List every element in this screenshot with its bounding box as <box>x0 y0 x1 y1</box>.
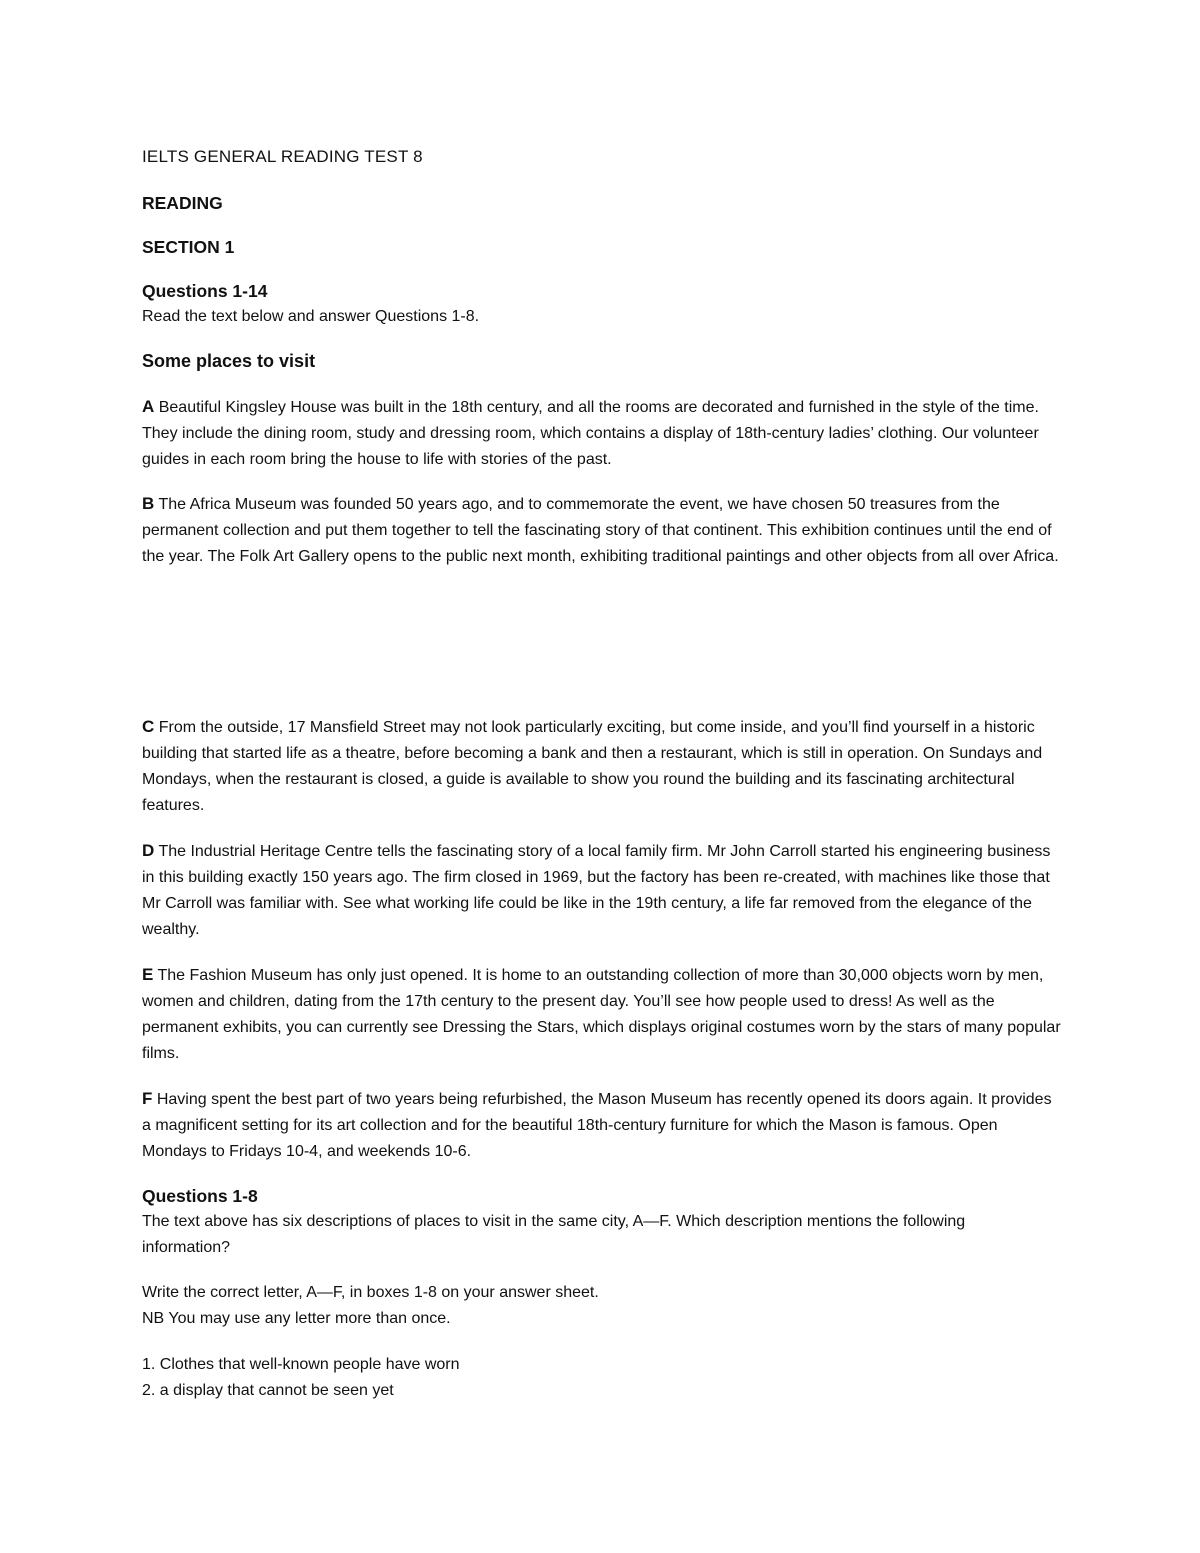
question-item: 2. a display that cannot be seen yet <box>142 1382 394 1399</box>
paragraph-letter: B <box>142 494 155 513</box>
document-title: IELTS GENERAL READING TEST 8 <box>142 147 423 166</box>
paragraph-f <box>142 1086 1062 1165</box>
section-heading: SECTION 1 <box>142 237 235 257</box>
paragraph-d <box>142 838 1062 943</box>
questions-1-8-heading: Questions 1-8 <box>142 1186 258 1206</box>
paragraph-letter: E <box>142 965 154 984</box>
paragraph-e <box>142 962 1062 1067</box>
paragraph-letter: D <box>142 841 155 860</box>
paragraph-letter: C <box>142 717 155 736</box>
paragraph-text: The Africa Museum was founded 50 years ago, and to commemorate the event, we have chosen 50 treasures from the permanent collection and put them together to tell the fascinating story of that continent. This exhibition continues until the end of the year. The Folk Art Gallery opens to the public next month, exhibiting traditional paintings and other objects from all over Africa. <box>142 496 1059 565</box>
instruction-text: Read the text below and answer Questions 1-8. <box>142 308 480 325</box>
paragraph-text: The Industrial Heritage Centre tells the fascinating story of a local family firm. Mr John Carroll started his engineering business in this building exactly 150 years ago. The firm closed in 1969, but the factory has been re-created, with machines like those that Mr Carroll was familiar with. See what working life could be like in the 19th century, a life far removed from the elegance of the wealthy. <box>142 843 1051 938</box>
places-heading: Some places to visit <box>142 351 316 371</box>
question-item: 1. Clothes that well-known people have worn <box>142 1356 460 1373</box>
paragraph-b <box>142 491 1062 570</box>
write-instruction: Write the correct letter, A—F, in boxes 1-8 on your answer sheet. <box>142 1284 599 1301</box>
paragraph-letter: F <box>142 1089 153 1108</box>
nb-instruction: NB You may use any letter more than once. <box>142 1310 451 1327</box>
paragraph-text: From the outside, 17 Mansfield Street may not look particularly exciting, but come inside, and you’ll find yourself in a historic building that started life as a theatre, before becoming a bank and then a restaurant, which is still in operation. On Sundays and Mondays, when the restaurant is closed, a guide is available to show you round the building and its fascinating architectural features. <box>142 719 1043 814</box>
paragraph-c <box>142 714 1062 819</box>
paragraph-a <box>142 394 1062 473</box>
paragraph-letter: A <box>142 397 155 416</box>
paragraph-text: The Fashion Museum has only just opened. It is home to an outstanding collection of more than 30,000 objects worn by men, women and children, dating from the 17th century to the present day. You’ll see how people used to dress! As well as the permanent exhibits, you can currently see Dressing the Stars, which displays original costumes worn by the stars of many popular films. <box>142 967 1061 1062</box>
paragraph-text: Beautiful Kingsley House was built in the 18th century, and all the rooms are decorated and furnished in the style of the time. They include the dining room, study and dressing room, which contains a display of 18th-century ladies’ clothing. Our volunteer guides in each room bring the house to life with stories of the past. <box>142 399 1039 468</box>
questions-range-heading: Questions 1-14 <box>142 281 268 301</box>
reading-heading: READING <box>142 193 223 213</box>
questions-1-8-description: The text above has six descriptions of places to visit in the same city, A—F. Which description mentions the following information? <box>142 1213 966 1256</box>
paragraph-text: Having spent the best part of two years being refurbished, the Mason Museum has recently opened its doors again. It provides a magnificent setting for its art collection and for the beautiful 18th-century furniture for which the Mason is famous. Open Mondays to Fridays 10-4, and weekends 10-6. <box>142 1091 1052 1160</box>
